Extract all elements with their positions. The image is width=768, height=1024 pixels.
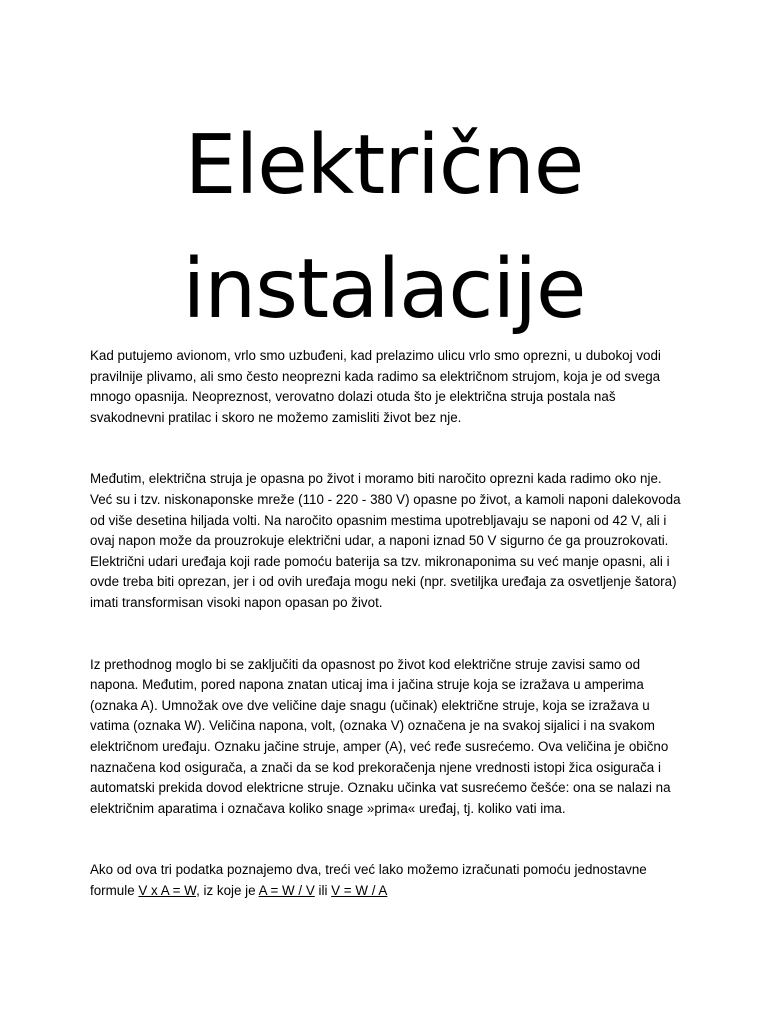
formula-or-text: ili — [314, 882, 332, 898]
formula-current: A = W / V — [258, 882, 315, 898]
paragraph-formula — [90, 860, 685, 901]
paragraph-units: Iz prethodnog moglo bi se zaključiti da opasnost po život kod električne struje zavisi samo od napona. Međutim, pored napona znatan uticaj ima i jačina struje koja se izražava u amperima (oznaka A). Umnožak ove dve veličine daje snagu (učinak) električne struje, koja se izražava u vatima (oznaka W). Veličina napona, volt, (oznaka V) označena je na svakoj sijalici i na svakom električnom uređaju. Oznaku jačine struje, amper (A), već ređe susrećemo. Ova veličina je obično naznačena kod osigurača, a znači da se kod prekoračenja njene vrednosti istopi žica osigurača i automatski prekida dovod elektricne struje. Oznaku učinka vat susrećemo češće: ona se nalazi na električnim aparatima i označava koliko snage »prima« uređaj, tj. koliko vati ima. — [90, 656, 671, 816]
formula-middle-text: , iz koje je — [196, 882, 259, 898]
document-body — [90, 346, 685, 901]
paragraph-intro: Kad putujemo avionom, vrlo smo uzbuđeni, kad prelazimo ulicu vrlo smo oprezni, u dubokoj vodi pravilnije plivamo, ali smo često neoprezni kada radimo sa električnom strujom, koja je od svega mnogo opasnija. Neopreznost, verovatno dolazi otuda što je električna struja postala naš svakodnevni pratilac i skoro ne možemo zamisliti život bez nje. — [90, 348, 661, 425]
title-line-2: instalacije — [182, 242, 586, 337]
document-title — [0, 104, 768, 352]
formula-intro-text: Ako od ova tri podatka poznajemo dva, treći već lako možemo izračunati pomoću jednostavne formule — [90, 862, 647, 898]
title-line-1: Električne — [184, 118, 584, 213]
formula-voltage: V = W / A — [331, 882, 388, 898]
formula-power: V x A = W — [138, 882, 197, 898]
paragraph-danger: Međutim, električna struja je opasna po život i moramo biti naročito oprezni kada radimo oko nje. Već su i tzv. niskonaponske mreže (110 - 220 - 380 V) opasne po život, a kamoli naponi dalekovoda od više desetina hiljada volti. Na naročito opasnim mestima upotrebljavaju se naponi od 42 V, ali i ovaj napon može da prouzrokuje električni udar, a naponi iznad 50 V sigurno će ga prouzrokovati. Električni udari uređaja koji rade pomoću baterija sa tzv. mikronaponima su već manje opasni, ali i ovde treba biti oprezan, jer i od ovih uređaja mogu neki (npr. svetiljka uređaja za osvetljenje šatora) imati transformisan visoki napon opasan po život. — [90, 471, 681, 610]
